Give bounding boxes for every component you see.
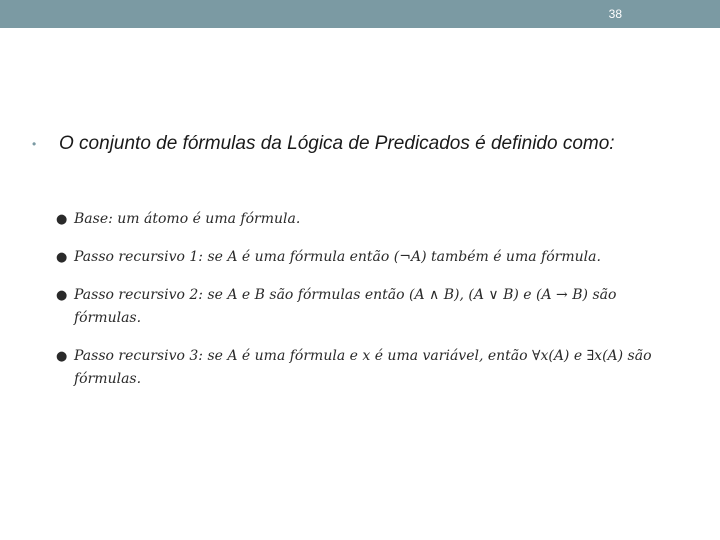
definition-list	[56, 208, 668, 406]
list-item-text: Passo recursivo 2: se A e B são fórmulas então (A ∧ B), (A ∨ B) e (A → B) são fórmulas.	[74, 287, 617, 326]
bullet-icon: ●	[56, 288, 68, 303]
bullet-icon: ●	[56, 349, 68, 364]
list-item	[56, 208, 668, 231]
bullet-icon: •	[32, 137, 37, 151]
list-item-text: Base: um átomo é uma fórmula.	[74, 211, 301, 227]
bullet-icon: ●	[56, 212, 68, 227]
header-bar	[0, 0, 720, 28]
list-item	[56, 246, 668, 269]
list-item-text: Passo recursivo 3: se A é uma fórmula e x é uma variável, então ∀x(A) e ∃x(A) são fórmulas.	[74, 348, 652, 387]
list-item	[56, 284, 668, 330]
main-bullet	[32, 132, 672, 156]
bullet-icon: ●	[56, 250, 68, 265]
list-item	[56, 345, 668, 391]
list-item-text: Passo recursivo 1: se A é uma fórmula então (¬A) também é uma fórmula.	[74, 249, 601, 265]
page-number: 38	[608, 7, 622, 21]
main-bullet-text: O conjunto de fórmulas da Lógica de Predicados é definido como:	[59, 133, 615, 154]
